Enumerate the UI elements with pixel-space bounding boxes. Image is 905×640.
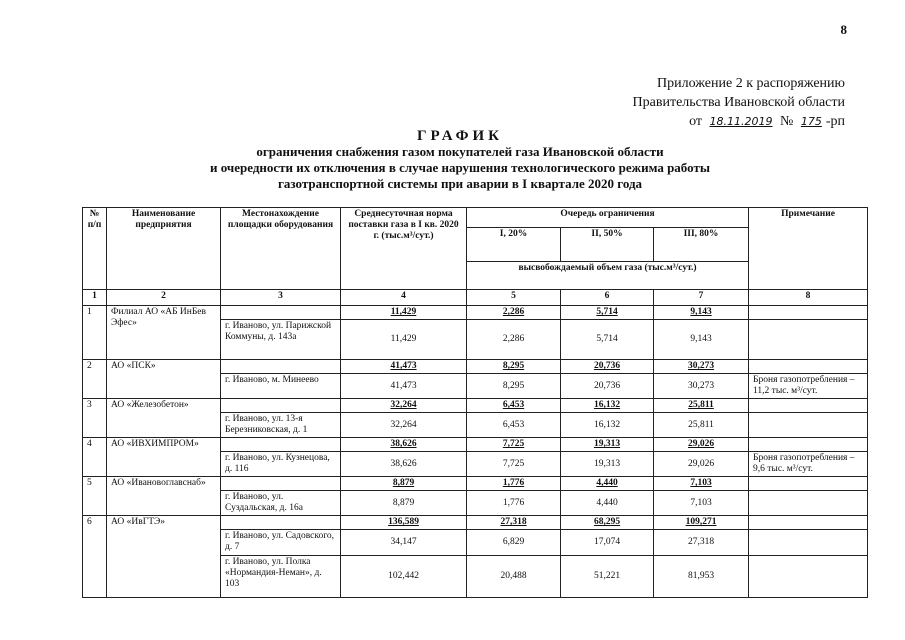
site-value: 20,488	[467, 556, 561, 598]
row-number: 6	[83, 516, 107, 598]
site-location: г. Иваново, м. Минеево	[221, 374, 341, 399]
appendix-line-1: Приложение 2 к распоряжению	[657, 76, 845, 91]
total-value: 38,626	[341, 438, 467, 452]
total-value: 19,313	[561, 438, 654, 452]
column-number: 8	[749, 290, 868, 306]
location-cell-empty	[221, 516, 341, 530]
site-value: 8,295	[467, 374, 561, 399]
handwritten-number: 175	[800, 115, 822, 128]
enterprise-name: АО «ИвГТЭ»	[107, 516, 221, 598]
site-value: 4,440	[561, 491, 654, 516]
site-value: 51,221	[561, 556, 654, 598]
row-number: 5	[83, 477, 107, 516]
row-number: 1	[83, 306, 107, 360]
title-line-1: ограничения снабжения газом покупателей газа Ивановской области	[256, 144, 664, 159]
total-value: 7,725	[467, 438, 561, 452]
header-note: Примечание	[749, 208, 868, 290]
site-value: 30,273	[654, 374, 749, 399]
note-cell-empty	[749, 516, 868, 530]
site-value: 1,776	[467, 491, 561, 516]
number-label: №	[779, 114, 794, 129]
site-value: 27,318	[654, 530, 749, 556]
site-value: 9,143	[654, 320, 749, 360]
site-value: 32,264	[341, 413, 467, 438]
site-note	[749, 491, 868, 516]
title-heading: ГРАФИК	[416, 128, 504, 144]
header-location: Местонахождение площадки оборудования	[221, 208, 341, 290]
site-value: 29,026	[654, 452, 749, 477]
total-value: 32,264	[341, 399, 467, 413]
site-note: Броня газопотребления – 9,6 тыс. м³/сут.	[749, 452, 868, 477]
location-cell-empty	[221, 306, 341, 320]
enterprise-name: АО «ИВХИМПРОМ»	[107, 438, 221, 477]
site-value: 7,103	[654, 491, 749, 516]
total-value: 11,429	[341, 306, 467, 320]
site-location: г. Иваново, ул. 13-я Березниковская, д. 1	[221, 413, 341, 438]
total-value: 7,103	[654, 477, 749, 491]
enterprise-name: АО «Железобетон»	[107, 399, 221, 438]
total-value: 6,453	[467, 399, 561, 413]
row-number: 3	[83, 399, 107, 438]
header-name: Наименование предприятия	[107, 208, 221, 290]
table-row-total	[83, 306, 868, 320]
total-value: 109,271	[654, 516, 749, 530]
note-cell-empty	[749, 306, 868, 320]
number-suffix: -рп	[825, 114, 845, 129]
site-note	[749, 556, 868, 598]
row-number: 2	[83, 360, 107, 399]
location-cell-empty	[221, 360, 341, 374]
site-location: г. Иваново, ул. Полка «Нормандия-Неман», д. 103	[221, 556, 341, 598]
site-value: 102,442	[341, 556, 467, 598]
site-value: 6,453	[467, 413, 561, 438]
enterprise-name: АО «Ивановоглавснаб»	[107, 477, 221, 516]
site-value: 38,626	[341, 452, 467, 477]
site-value: 2,286	[467, 320, 561, 360]
site-location: г. Иваново, ул. Кузнецова, д. 116	[221, 452, 341, 477]
site-value: 81,953	[654, 556, 749, 598]
total-value: 8,295	[467, 360, 561, 374]
total-value: 5,714	[561, 306, 654, 320]
site-value: 11,429	[341, 320, 467, 360]
table-row-total	[83, 516, 868, 530]
site-value: 6,829	[467, 530, 561, 556]
appendix-reference	[633, 74, 845, 131]
page-number: 8	[840, 22, 847, 37]
column-number: 2	[107, 290, 221, 306]
site-value: 19,313	[561, 452, 654, 477]
site-value: 25,811	[654, 413, 749, 438]
total-value: 20,736	[561, 360, 654, 374]
total-value: 136,589	[341, 516, 467, 530]
site-location: г. Иваново, ул. Парижской Коммуны, д. 143а	[221, 320, 341, 360]
document-title	[170, 128, 750, 192]
total-value: 41,473	[341, 360, 467, 374]
total-value: 16,132	[561, 399, 654, 413]
total-value: 29,026	[654, 438, 749, 452]
location-cell-empty	[221, 399, 341, 413]
column-number: 1	[83, 290, 107, 306]
total-value: 9,143	[654, 306, 749, 320]
site-value: 16,132	[561, 413, 654, 438]
handwritten-date: 18.11.2019	[709, 115, 773, 128]
table-row-total	[83, 477, 868, 491]
site-note	[749, 320, 868, 360]
site-value: 5,714	[561, 320, 654, 360]
header-q3: III, 80%	[654, 228, 749, 262]
total-value: 8,879	[341, 477, 467, 491]
gas-restriction-table	[82, 207, 868, 598]
total-value: 30,273	[654, 360, 749, 374]
column-number: 3	[221, 290, 341, 306]
header-num: № п/п	[83, 208, 107, 290]
site-value: 34,147	[341, 530, 467, 556]
site-note	[749, 530, 868, 556]
header-queue: Очередь ограничения	[467, 208, 749, 228]
site-location: г. Иваново, ул. Садовского, д. 7	[221, 530, 341, 556]
total-value: 68,295	[561, 516, 654, 530]
column-number: 4	[341, 290, 467, 306]
title-line-3: газотранспортной системы при аварии в I квартале 2020 года	[277, 176, 643, 191]
site-value: 20,736	[561, 374, 654, 399]
total-value: 27,318	[467, 516, 561, 530]
note-cell-empty	[749, 438, 868, 452]
enterprise-name: Филиал АО «АБ ИнБев Эфес»	[107, 306, 221, 360]
site-note	[749, 413, 868, 438]
from-label: от	[689, 114, 702, 129]
site-location: г. Иваново, ул. Суздальская, д. 16а	[221, 491, 341, 516]
total-value: 2,286	[467, 306, 561, 320]
appendix-line-2: Правительства Ивановской области	[632, 95, 845, 110]
location-cell-empty	[221, 438, 341, 452]
header-q1: I, 20%	[467, 228, 561, 262]
location-cell-empty	[221, 477, 341, 491]
table-row-total	[83, 399, 868, 413]
site-value: 41,473	[341, 374, 467, 399]
table-row-total	[83, 360, 868, 374]
note-cell-empty	[749, 360, 868, 374]
title-line-2: и очередности их отключения в случае нарушения технологического режима работы	[209, 160, 711, 175]
site-note: Броня газопотребления – 11,2 тыс. м³/сут.	[749, 374, 868, 399]
header-q2: II, 50%	[561, 228, 654, 262]
total-value: 25,811	[654, 399, 749, 413]
total-value: 1,776	[467, 477, 561, 491]
note-cell-empty	[749, 477, 868, 491]
column-number: 7	[654, 290, 749, 306]
row-number: 4	[83, 438, 107, 477]
site-value: 7,725	[467, 452, 561, 477]
column-number: 5	[467, 290, 561, 306]
header-released: высвобождаемый объем газа (тыс.м³/сут.)	[467, 262, 749, 290]
site-value: 8,879	[341, 491, 467, 516]
total-value: 4,440	[561, 477, 654, 491]
note-cell-empty	[749, 399, 868, 413]
header-norm: Среднесуточная норма поставки газа в I кв. 2020 г. (тыс.м³/сут.)	[341, 208, 467, 290]
table-row-total	[83, 438, 868, 452]
site-value: 17,074	[561, 530, 654, 556]
enterprise-name: АО «ПСК»	[107, 360, 221, 399]
column-number: 6	[561, 290, 654, 306]
